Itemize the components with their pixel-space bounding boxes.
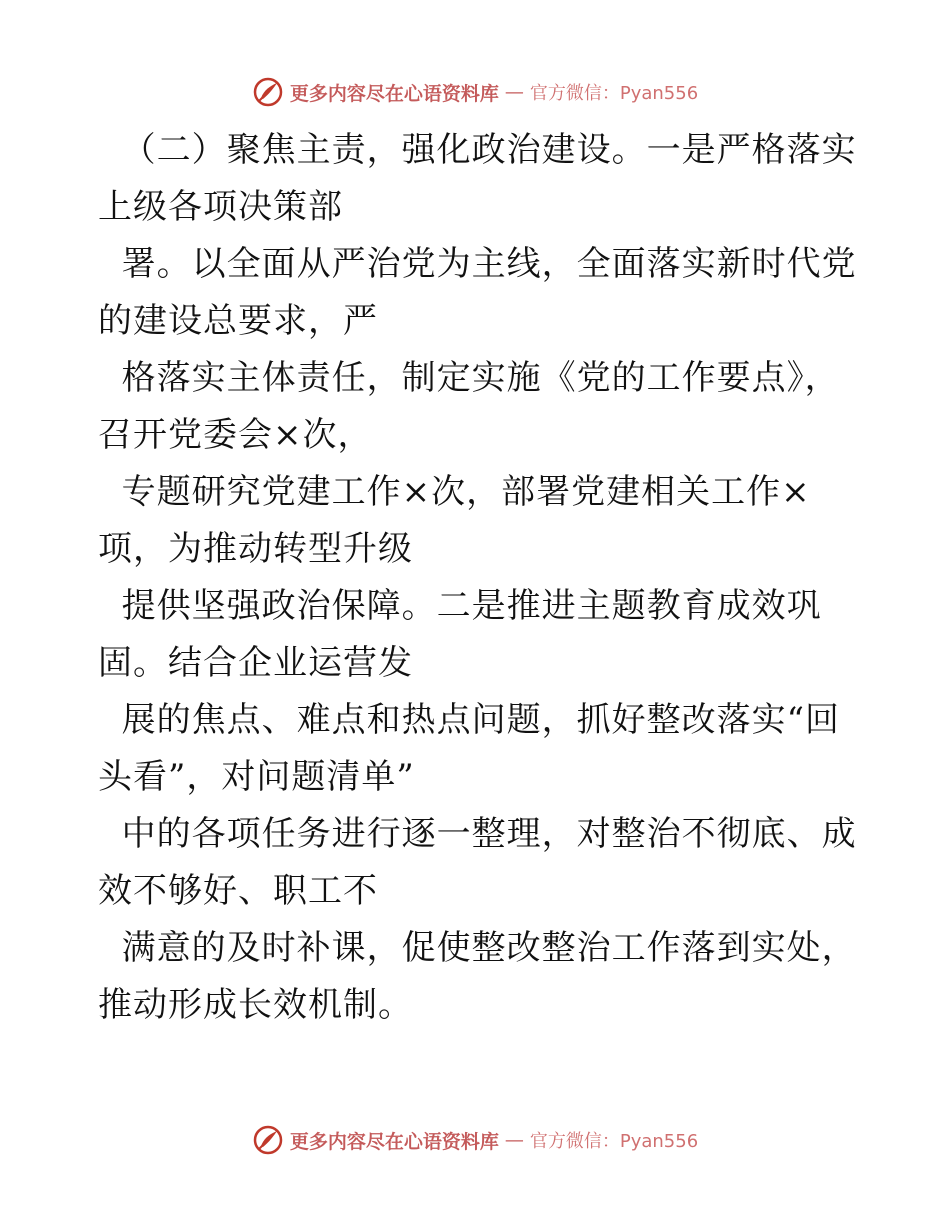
footer-watermark-dash: — [504,1129,524,1151]
footer-watermark-wechat: 官方微信：Pyan556 [529,1131,699,1152]
body-line-4: 专题研究党建工作×次，部署党建相关工作×项，为推动转型升级 [98,472,811,569]
brush-logo-icon [252,1124,284,1156]
body-line-6: 展的焦点、难点和热点问题，抓好整改落实“回头看”，对问题清单” [98,700,841,797]
body-line-8: 满意的及时补课，促使整改整治工作落到实处，推动形成长效机制。 [98,928,857,1025]
body-line-7: 中的各项任务进行逐一整理，对整治不彻底、成效不够好、职工不 [98,814,857,911]
body-line-5: 提供坚强政治保障。二是推进主题教育成效巩固。结合企业运营发 [98,586,822,683]
header-watermark-content [252,76,698,108]
header-watermark-wechat: 官方微信：Pyan556 [529,83,699,104]
body-line-2: 署。以全面从严治党为主线，全面落实新时代党的建设总要求，严 [98,244,857,341]
footer-watermark-text: 更多内容尽在心语资料库 [289,1130,499,1153]
footer-watermark-banner [0,1120,950,1160]
brush-logo-icon [252,76,284,108]
body-line-3: 格落实主体责任，制定实施《党的工作要点》，召开党委会×次， [98,358,840,455]
document-body [98,122,858,1034]
header-watermark-banner [0,72,950,112]
header-watermark-text: 更多内容尽在心语资料库 [289,82,499,105]
header-watermark-dash: — [504,81,524,103]
footer-watermark-content [252,1124,698,1156]
body-line-1: （二）聚焦主责，强化政治建设。一是严格落实上级各项决策部 [98,130,857,227]
